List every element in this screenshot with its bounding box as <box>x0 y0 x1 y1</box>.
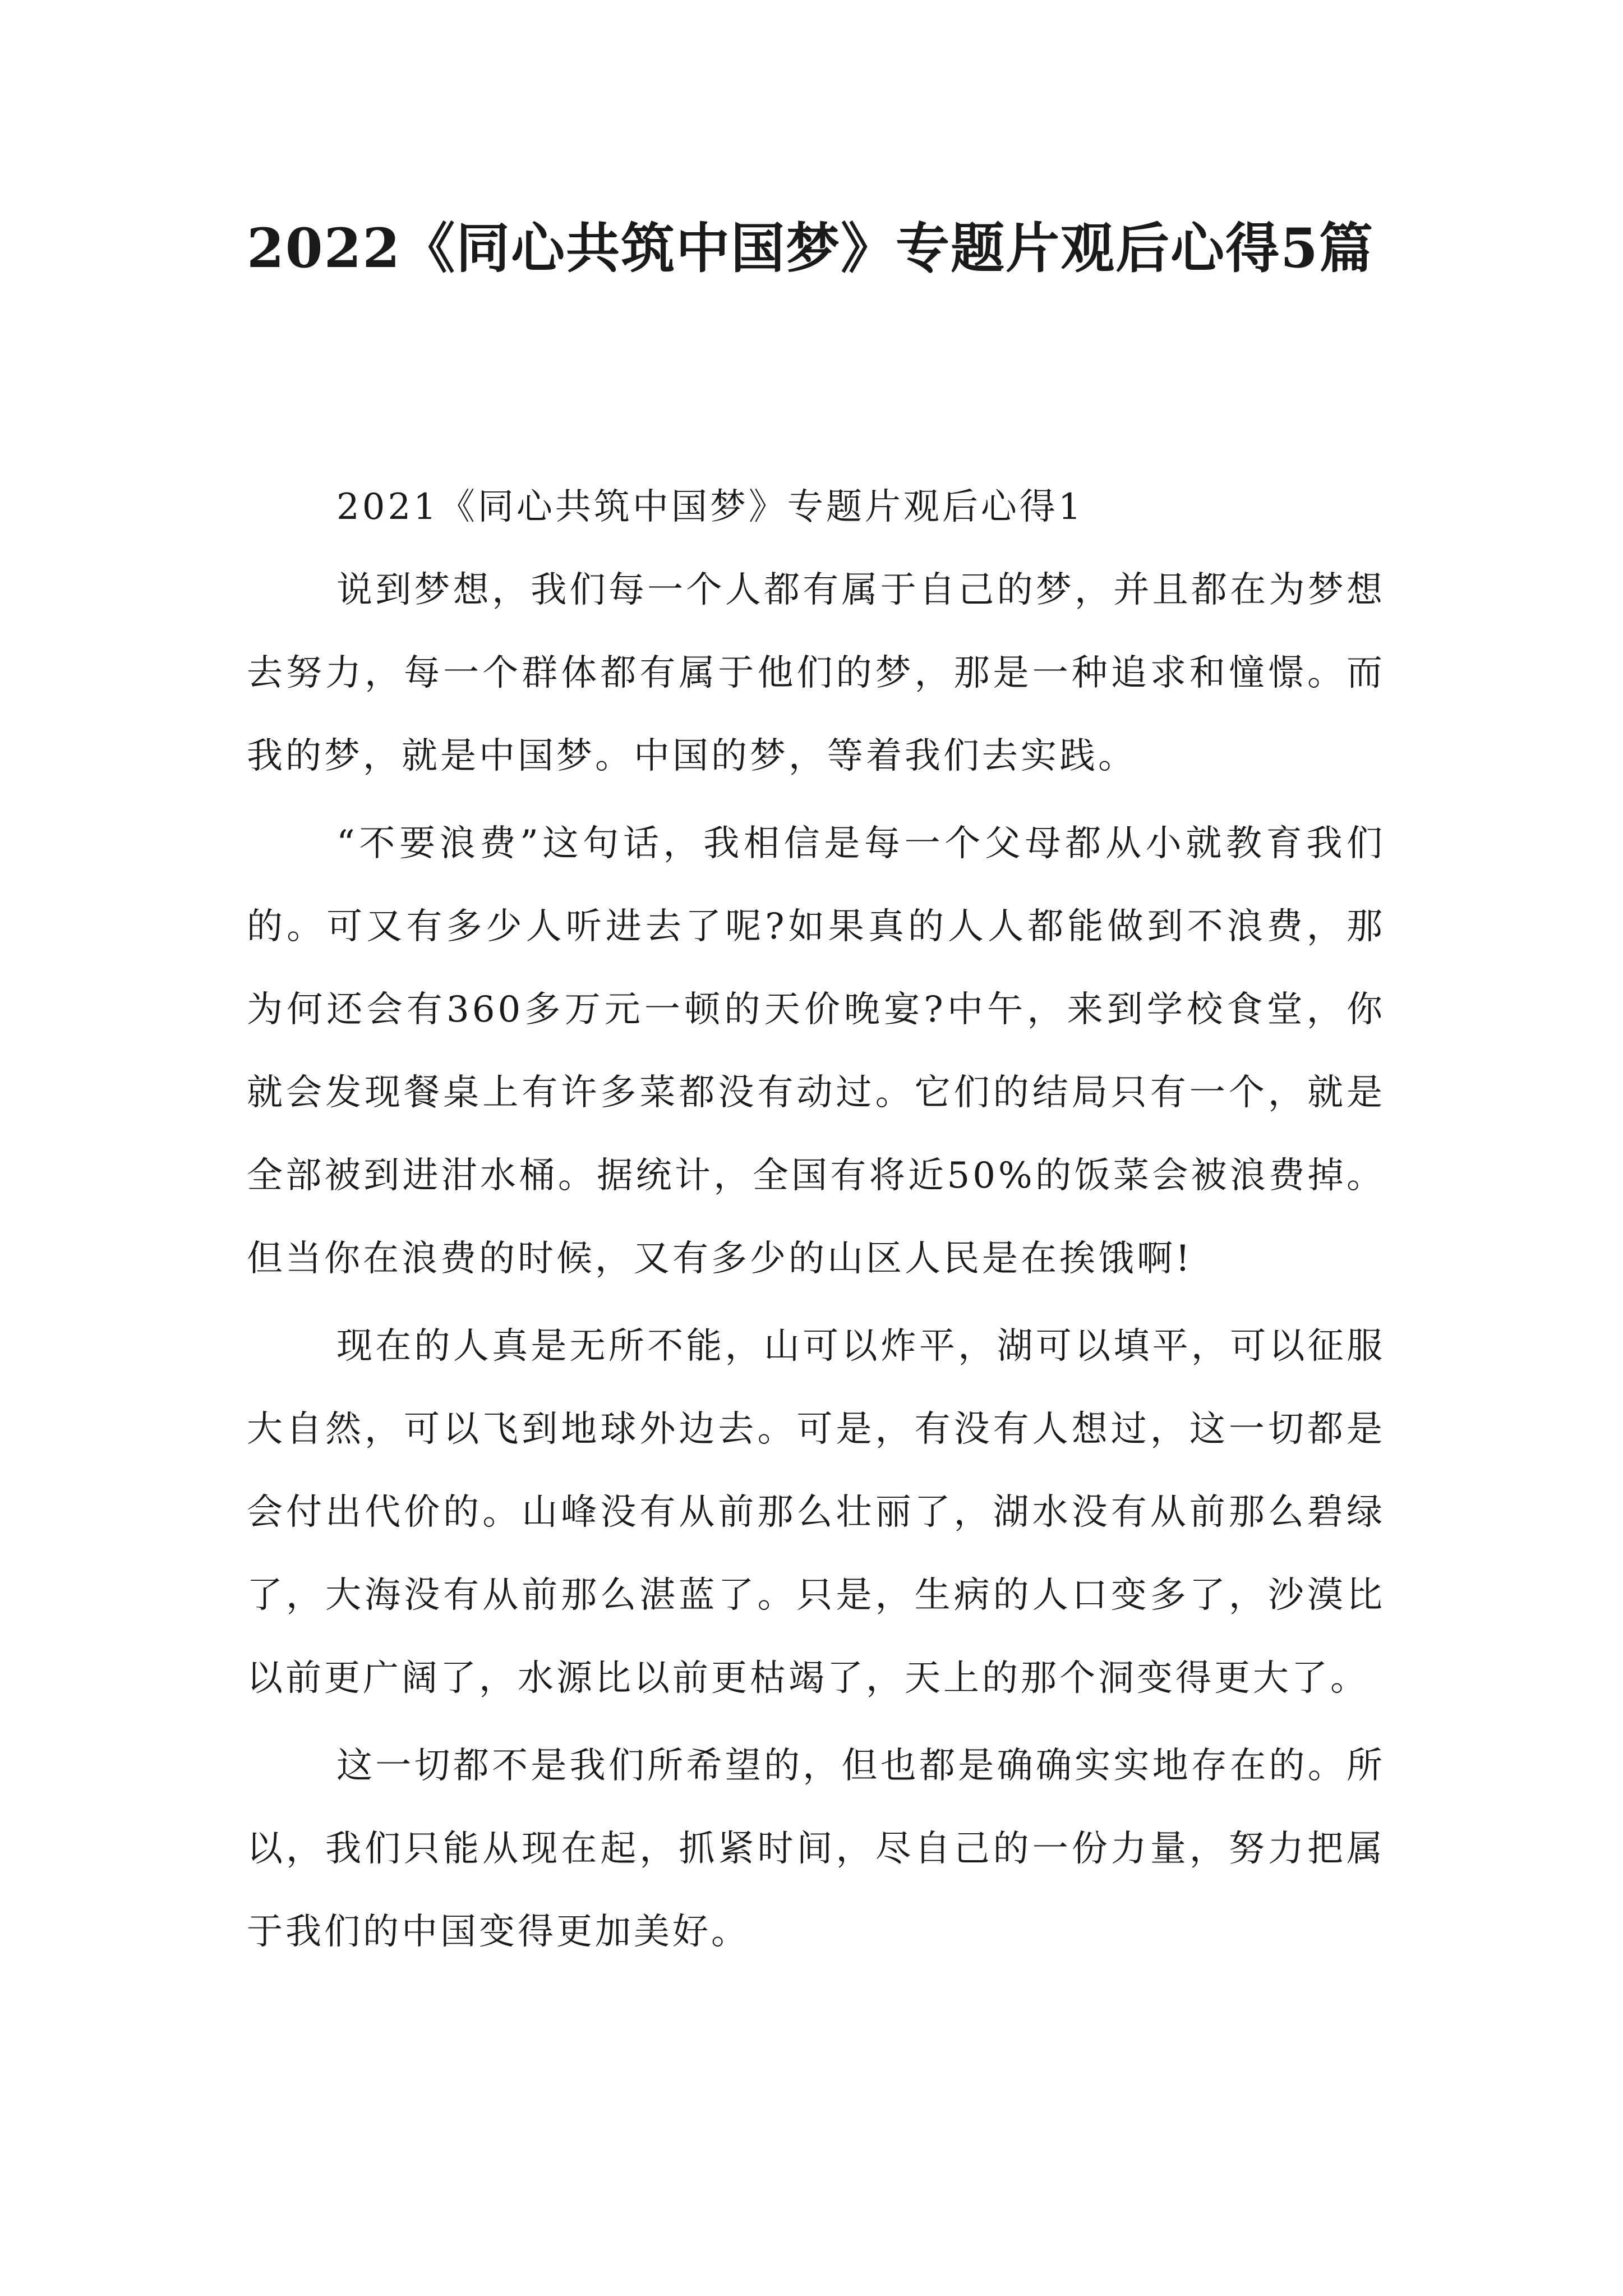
paragraph: 现在的人真是无所不能，山可以炸平，湖可以填平，可以征服大自然，可以飞到地球外边去。可是，有没有人想过，这一切都是会付出代价的。山峰没有从前那么壮丽了，湖水没有从前那么碧绿了，大海没有从前那么湛蓝了。只是，生病的人口变多了，沙漠比以前更广阔了，水源比以前更枯竭了，天上的那个洞变得更大了。 <box>247 1326 1385 1699</box>
paragraph: 这一切都不是我们所希望的，但也都是确确实实地存在的。所以，我们只能从现在起，抓紧时间，尽自己的一份力量，努力把属于我们的中国变得更加美好。 <box>247 1745 1385 1953</box>
paragraph: 说到梦想，我们每一个人都有属于自己的梦，并且都在为梦想去努力，每一个群体都有属于他们的梦，那是一种追求和憧憬。而我的梦，就是中国梦。中国的梦，等着我们去实践。 <box>247 569 1385 777</box>
section-heading: 2021《同心共筑中国梦》专题片观后心得1 <box>336 486 1084 528</box>
paragraph: “不要浪费”这句话，我相信是每一个父母都从小就教育我们的。可又有多少人听进去了呢?如果真的人人都能做到不浪费，那为何还会有360多万元一顿的天价晚宴?中午，来到学校食堂，你就会发现餐桌上有许多菜都没有动过。它们的结局只有一个，就是全部被到进泔水桶。据统计，全国有将近50%的饭菜会被浪费掉。但当你在浪费的时候，又有多少的山区人民是在挨饿啊! <box>247 823 1385 1280</box>
document-title: 2022《同心共筑中国梦》专题片观后心得5篇 <box>247 217 1374 280</box>
document-body <box>247 466 1385 1978</box>
